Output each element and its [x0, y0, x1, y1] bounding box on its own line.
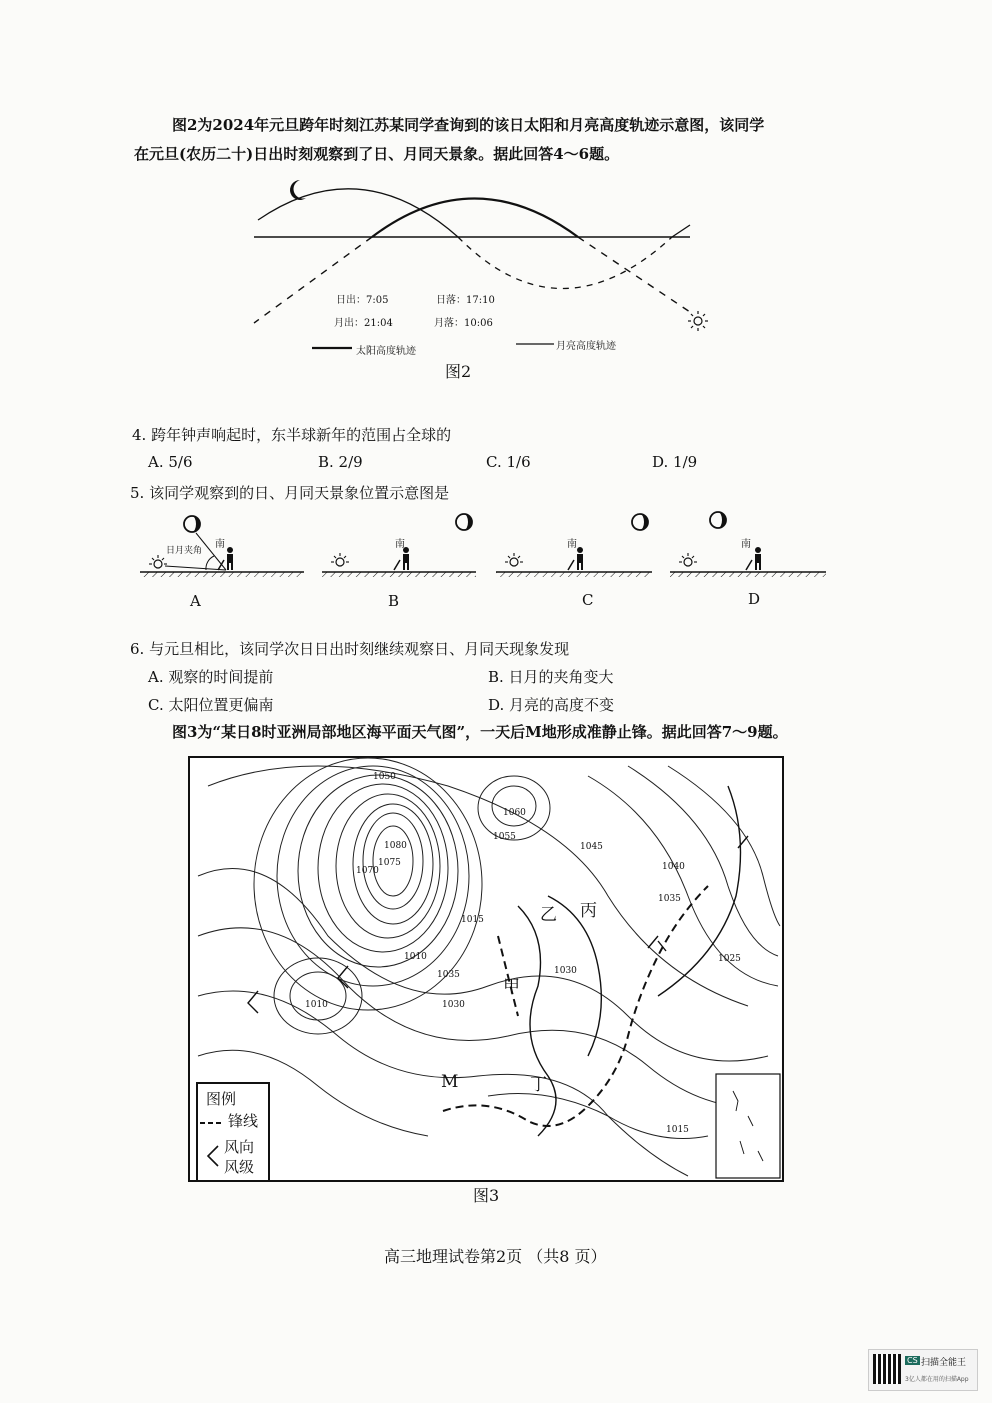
legend-wind-label-1: 风向	[224, 1138, 255, 1156]
moon-track-below	[458, 237, 672, 289]
legend-moon-label: 月亮高度轨迹	[556, 341, 616, 352]
figure-3-caption: 图3	[473, 1186, 500, 1205]
isobar-1030: 1030	[554, 966, 577, 976]
legend-front-symbol	[200, 1118, 224, 1128]
qr-code-icon	[873, 1354, 901, 1384]
isobar-1015: 1015	[666, 1125, 689, 1135]
isobar-1030b: 1030	[442, 1000, 465, 1010]
isobar-1010b: 1010	[305, 1000, 328, 1010]
legend-wind-label-2: 风级	[224, 1158, 255, 1176]
isobar-1080: 1080	[384, 841, 407, 851]
option-c-letter: C	[582, 591, 594, 609]
intro2-line2: 在元旦(农历二十)日出时刻观察到了日、月同天景象。据此回答4～6题。	[134, 145, 620, 163]
inset-map	[716, 1074, 780, 1178]
sunset-time: 日落：17:10	[436, 295, 495, 306]
option-d-letter: D	[748, 590, 761, 608]
sun-track-below-right	[578, 237, 690, 312]
isobar-1045: 1045	[580, 842, 603, 852]
angle-label: 日月夹角	[166, 546, 203, 556]
question-4-option-c: C. 1/6	[486, 453, 531, 471]
legend-wind-symbol	[204, 1144, 222, 1168]
label-jia: 甲	[503, 977, 520, 997]
isobar-1025: 1025	[718, 954, 741, 964]
question-4-option-b: B. 2/9	[318, 453, 363, 471]
badge-cs: CS	[907, 1356, 918, 1365]
option-a-letter: A	[190, 592, 201, 610]
option-b-letter: B	[388, 592, 400, 610]
question-6-option-c: C. 太阳位置更偏南	[148, 696, 274, 714]
label-ding: 丁	[530, 1075, 547, 1095]
isobar-1070: 1070	[356, 866, 379, 876]
isobar-1075: 1075	[378, 858, 401, 868]
label-bing: 丙	[580, 901, 597, 921]
legend-title: 图例	[206, 1090, 237, 1108]
isobar-1055: 1055	[493, 832, 516, 842]
south-label-c: 南	[567, 539, 577, 550]
south-label-b: 南	[395, 539, 405, 550]
isobar-1050: 1050	[373, 772, 396, 782]
scanner-badge	[868, 1349, 978, 1391]
question-5-diagrams	[0, 500, 992, 590]
badge-name: 扫描全能王	[921, 1358, 967, 1368]
isobar-1040: 1040	[662, 862, 685, 872]
figure-2-diagram	[0, 0, 992, 400]
sun-icon	[688, 311, 708, 331]
figure-3-weather-map	[188, 756, 784, 1182]
sun-track-above	[372, 199, 578, 238]
question-4-option-a: A. 5/6	[148, 453, 193, 471]
south-label-d: 南	[741, 539, 751, 550]
intro3: 图3为“某日8时亚洲局部地区海平面天气图”，一天后M地形成准静止锋。据此回答7～9题。	[172, 723, 788, 741]
legend-front-label: 锋线	[228, 1112, 259, 1130]
moon-track-tail	[672, 225, 690, 237]
sunrise-time: 日出：7:05	[336, 295, 389, 306]
label-yi: 乙	[540, 905, 557, 925]
label-m: M	[441, 1072, 459, 1092]
badge-sub: 3亿人都在用的扫描App	[905, 1376, 969, 1383]
question-6-stem: 6. 与元旦相比，该同学次日日出时刻继续观察日、月同天现象发现	[130, 640, 570, 658]
question-6-option-a: A. 观察的时间提前	[148, 668, 274, 686]
figure-2-caption: 图2	[445, 362, 472, 381]
question-5-stem: 5. 该同学观察到的日、月同天景象位置示意图是	[130, 484, 450, 502]
question-4-stem: 4. 跨年钟声响起时，东半球新年的范围占全球的	[132, 426, 452, 444]
south-label-a: 南	[215, 539, 225, 550]
isobar-1035b: 1035	[437, 970, 460, 980]
intro2-line1: 图2为2024年元旦跨年时刻江苏某同学查询到的该日太阳和月亮高度轨迹示意图，该同学	[172, 116, 765, 134]
map-legend	[196, 1082, 270, 1182]
isobar-1015b: 1015	[461, 915, 484, 925]
isobar-1010: 1010	[404, 952, 427, 962]
question-4-option-d: D. 1/9	[652, 453, 698, 471]
page-footer: 高三地理试卷第2页 （共8 页）	[384, 1247, 607, 1266]
isobar-1060: 1060	[503, 808, 526, 818]
sun-track-below-left	[254, 237, 372, 323]
isobar-1035: 1035	[658, 894, 681, 904]
question-6-option-b: B. 日月的夹角变大	[488, 668, 614, 686]
moon-track-above	[258, 189, 458, 237]
moonset-time: 月落：10:06	[434, 318, 493, 329]
moonrise-time: 月出：21:04	[334, 318, 393, 329]
question-6-option-d: D. 月亮的高度不变	[488, 696, 615, 714]
legend-sun-label: 太阳高度轨迹	[356, 346, 416, 357]
